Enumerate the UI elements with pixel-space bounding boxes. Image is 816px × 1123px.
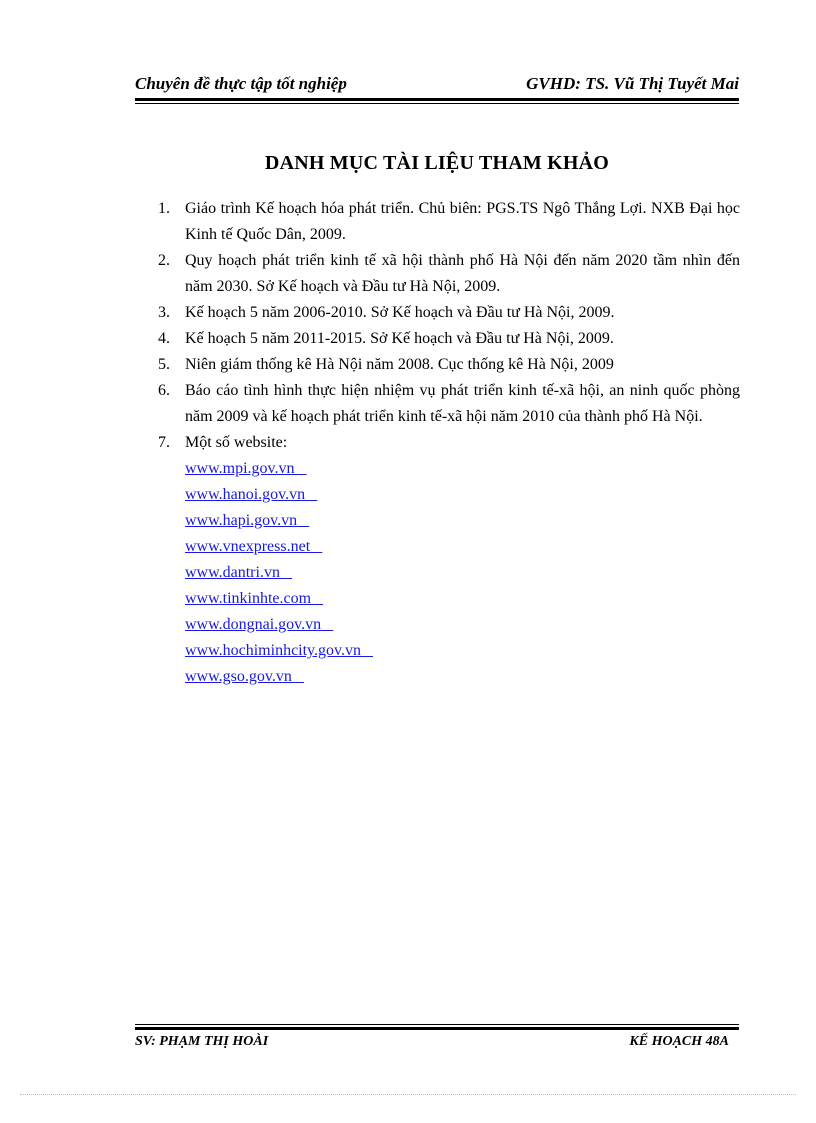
website-link-hanoi[interactable]: www.hanoi.gov.vn — [185, 486, 306, 503]
reference-number: 2. — [158, 252, 170, 269]
reference-text: Báo cáo tình hình thực hiện nhiệm vụ phát triển kinh tế-xã hội, an ninh quốc phòng năm 2009 và kế hoạch phát triển kinh tế-xã hội năm 2010 của thành phố Hà Nội. — [185, 382, 740, 425]
reference-text: Niên giám thống kê Hà Nội năm 2008. Cục thống kê Hà Nội, 2009 — [185, 356, 614, 373]
page-footer — [135, 1034, 739, 1056]
page-header — [135, 72, 739, 96]
reference-list — [155, 196, 740, 690]
reference-text: Kế hoạch 5 năm 2011-2015. Sở Kế hoạch và Đầu tư Hà Nội, 2009. — [185, 330, 614, 347]
website-link-mpi[interactable]: www.mpi.gov.vn — [185, 460, 295, 477]
page-bottom-dotted-line — [20, 1094, 796, 1095]
website-item — [185, 482, 740, 508]
reference-number: 6. — [158, 382, 170, 399]
reference-text: Kế hoạch 5 năm 2006-2010. Sở Kế hoạch và Đầu tư Hà Nội, 2009. — [185, 304, 615, 321]
website-item — [185, 612, 740, 638]
header-left-title: Chuyên đề thực tập tốt nghiệp — [135, 74, 347, 93]
website-link-tinkinhte[interactable]: www.tinkinhte.com — [185, 590, 312, 607]
reference-text: Một số website: — [185, 434, 288, 451]
header-right-advisor: GVHD: TS. Vũ Thị Tuyết Mai — [526, 74, 739, 93]
page-title: DANH MỤC TÀI LIỆU THAM KHẢO — [264, 152, 610, 174]
reference-item-websites — [155, 430, 740, 690]
website-link-hapi[interactable]: www.hapi.gov.vn — [185, 512, 298, 529]
header-double-rule — [135, 98, 739, 104]
website-item — [185, 456, 740, 482]
reference-item — [155, 352, 740, 378]
website-link-dongnai[interactable]: www.dongnai.gov.vn — [185, 616, 322, 633]
website-item — [185, 560, 740, 586]
website-item — [185, 638, 740, 664]
reference-number: 3. — [158, 304, 170, 321]
website-item — [185, 586, 740, 612]
reference-number: 1. — [158, 200, 170, 217]
reference-item — [155, 326, 740, 352]
reference-text: Quy hoạch phát triển kinh tế xã hội thành phố Hà Nội đến năm 2020 tầm nhìn đến năm 2030. Sở Kế hoạch và Đầu tư Hà Nội, 2009. — [185, 252, 740, 295]
website-link-hochiminhcity[interactable]: www.hochiminhcity.gov.vn — [185, 642, 361, 659]
reference-item — [155, 248, 740, 300]
reference-number: 4. — [158, 330, 170, 347]
website-link-dantri[interactable]: www.dantri.vn — [185, 564, 280, 581]
footer-class-name: KẾ HOẠCH 48A — [629, 1034, 729, 1049]
footer-student-name: SV: PHẠM THỊ HOÀI — [135, 1034, 269, 1049]
reference-item — [155, 300, 740, 326]
website-item — [185, 664, 740, 690]
reference-number: 7. — [158, 434, 170, 451]
website-item — [185, 534, 740, 560]
reference-text: Giáo trình Kế hoạch hóa phát triển. Chủ biên: PGS.TS Ngô Thắng Lợi. NXB Đại học Kinh tế Quốc Dân, 2009. — [185, 200, 740, 243]
website-item — [185, 508, 740, 534]
reference-number: 5. — [158, 356, 170, 373]
website-list — [185, 456, 740, 690]
website-link-gso[interactable]: www.gso.gov.vn — [185, 668, 292, 685]
reference-item — [155, 196, 740, 248]
footer-double-rule — [135, 1024, 739, 1030]
reference-item — [155, 378, 740, 430]
website-link-vnexpress[interactable]: www.vnexpress.net — [185, 538, 311, 555]
